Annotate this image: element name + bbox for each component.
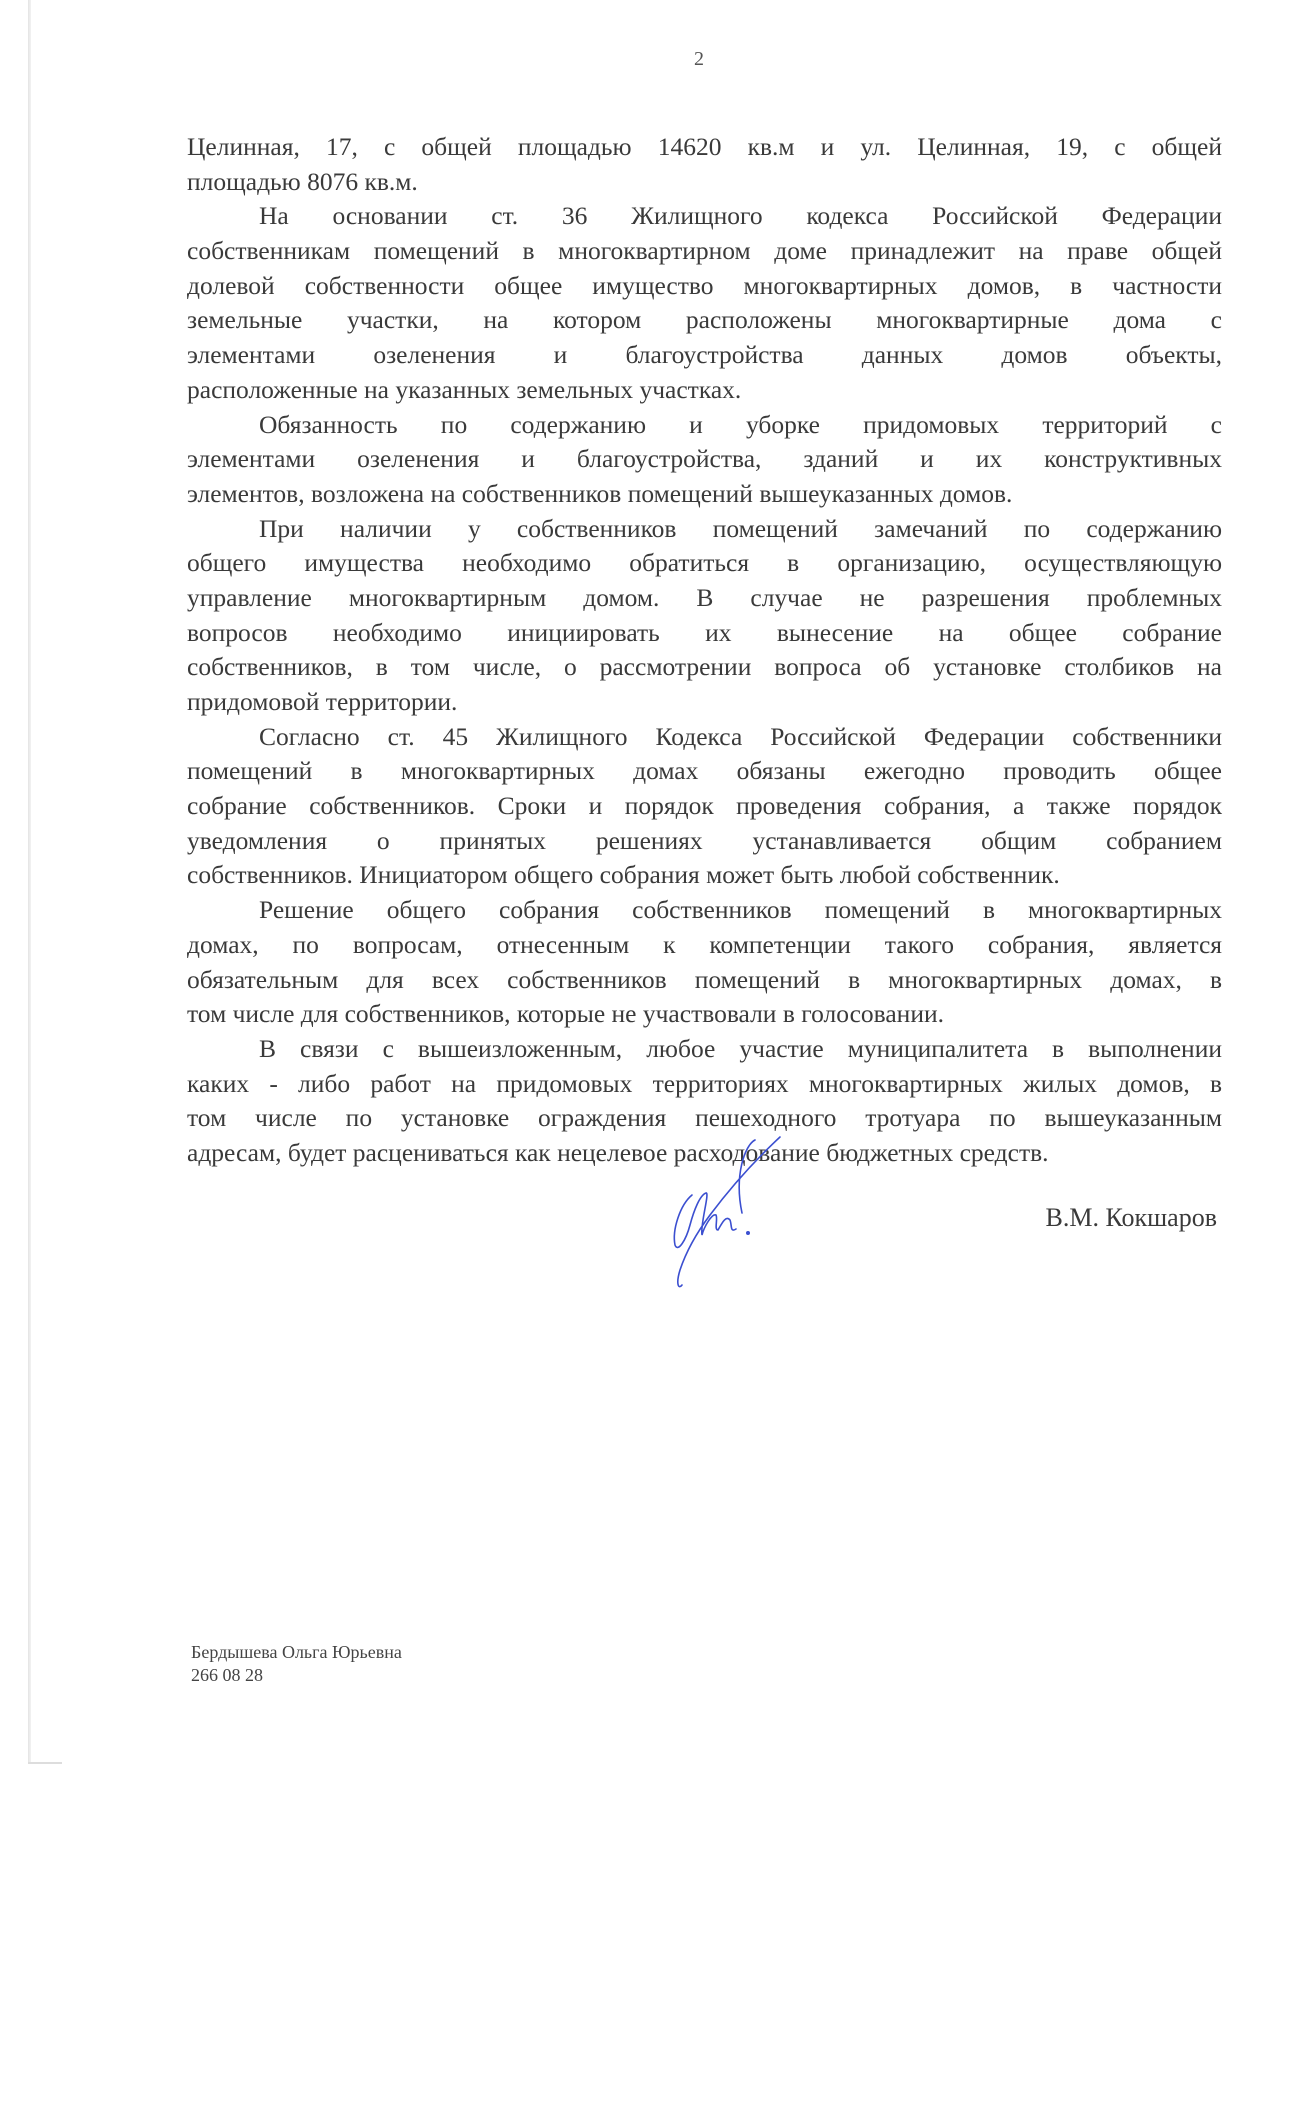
paragraph: [187, 199, 1222, 407]
text-line: каких - либо работ на придомовых территориях многоквартирных жилых домов, в: [187, 1068, 1222, 1098]
text-line: Решение общего собрания собственников помещений в многоквартирных: [259, 895, 1222, 925]
signer-name: В.М. Кокшаров: [1045, 1203, 1217, 1232]
executor-footer: [191, 1641, 402, 1687]
text-line: общего имущества необходимо обратиться в организацию, осуществляющую: [187, 548, 1222, 578]
paragraph: [187, 408, 1222, 512]
paragraph: [187, 720, 1222, 893]
text-line: Согласно ст. 45 Жилищного Кодекса Российской Федерации собственники: [259, 721, 1222, 751]
text-line: На основании ст. 36 Жилищного кодекса Российской Федерации: [259, 201, 1222, 231]
text-line: элементов, возложена на собственников помещений вышеуказанных домов.: [187, 478, 1013, 508]
executor-phone: 266 08 28: [191, 1665, 263, 1685]
text-line: расположенные на указанных земельных участках.: [187, 374, 742, 404]
letter-body: [187, 130, 1222, 1171]
text-line: собственникам помещений в многоквартирном доме принадлежит на праве общей: [187, 236, 1222, 266]
text-line: уведомления о принятых решениях устанавливается общим собранием: [187, 825, 1222, 855]
text-line: собрание собственников. Сроки и порядок проведения собрания, а также порядок: [187, 791, 1222, 821]
text-line: элементами озеленения и благоустройства, зданий и их конструктивных: [187, 444, 1222, 474]
text-line: обязательным для всех собственников помещений в многоквартирных домах, в: [187, 964, 1222, 994]
text-line: придомовой территории.: [187, 687, 458, 716]
paragraph: [187, 512, 1222, 720]
text-line: том числе по установке ограждения пешеходного тротуара по вышеуказанным: [187, 1103, 1222, 1133]
paragraph: [187, 130, 1222, 199]
scan-edge: [28, 0, 31, 1764]
text-line: собственников. Инициатором общего собрания может быть любой собственник.: [187, 860, 1060, 890]
paragraph: [187, 893, 1222, 1032]
text-line: помещений в многоквартирных домах обязаны ежегодно проводить общее: [187, 756, 1222, 786]
text-line: земельные участки, на котором расположены многоквартирные дома с: [187, 305, 1222, 335]
text-line: собственников, в том числе, о рассмотрении вопроса об установке столбиков на: [187, 652, 1222, 682]
text-line: площадью 8076 кв.м.: [187, 166, 418, 196]
executor-name: Бердышева Ольга Юрьевна: [191, 1642, 402, 1662]
page-number: 2: [694, 48, 704, 70]
text-line: адресам, будет расцениваться как нецелевое расходование бюджетных средств.: [187, 1137, 1049, 1167]
text-line: вопросов необходимо инициировать их вынесение на общее собрание: [187, 617, 1222, 647]
text-line: управление многоквартирным домом. В случае не разрешения проблемных: [187, 582, 1222, 612]
text-line: том числе для собственников, которые не участвовали в голосовании.: [187, 999, 944, 1029]
text-line: элементами озеленения и благоустройства данных домов объекты,: [187, 340, 1222, 370]
text-line: В связи с вышеизложенным, любое участие муниципалитета в выполнении: [259, 1033, 1222, 1063]
text-line: Обязанность по содержанию и уборке придомовых территорий с: [259, 409, 1222, 439]
scan-edge-foot: [28, 1762, 62, 1764]
text-line: долевой собственности общее имущество многоквартирных домов, в частности: [187, 270, 1222, 300]
text-line: Целинная, 17, с общей площадью 14620 кв.м и ул. Целинная, 19, с общей: [187, 132, 1222, 161]
handwritten-signature: [630, 1135, 800, 1295]
text-line: домах, по вопросам, отнесенным к компетенции такого собрания, является: [187, 929, 1222, 959]
text-line: При наличии у собственников помещений замечаний по содержанию: [259, 513, 1222, 543]
